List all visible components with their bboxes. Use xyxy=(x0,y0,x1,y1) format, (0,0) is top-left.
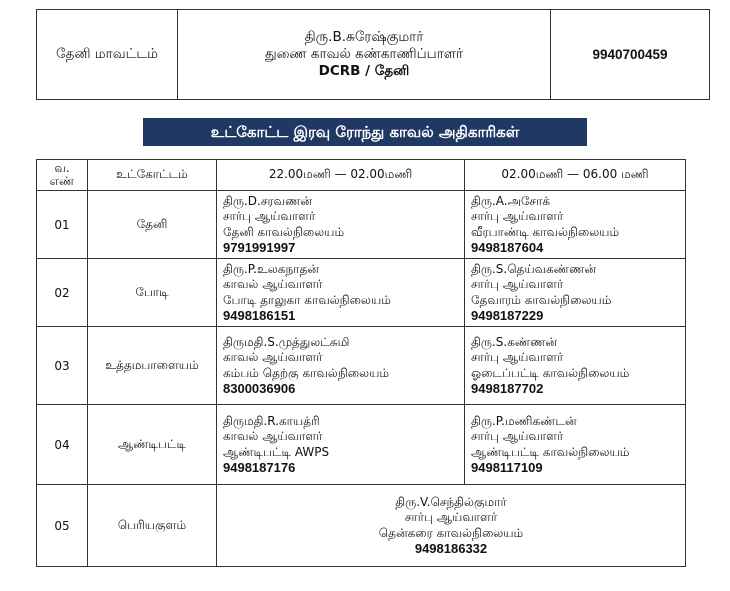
header-subdivision: உட்கோட்டம் xyxy=(88,160,217,191)
table-header-row xyxy=(37,160,686,191)
district-name: தேனி மாவட்டம் xyxy=(37,10,178,100)
officer-phone: 9498117109 xyxy=(471,460,543,475)
table-row xyxy=(37,485,686,567)
officer-rank: சார்பு ஆய்வாளர் xyxy=(471,209,564,223)
officer-phone: 9498186151 xyxy=(223,308,296,323)
officer-station: தேவாரம் காவல்நிலையம் xyxy=(471,292,612,307)
header-shift1: 22.00மணி — 02.00மணி xyxy=(217,160,465,191)
officer-phone: 9498187229 xyxy=(471,308,544,323)
shift2-officer xyxy=(465,327,686,405)
officer-rank: சார்பு ஆய்வாளர் xyxy=(471,277,564,291)
officer-station: தேனி காவல்நிலையம் xyxy=(223,224,345,239)
officer-rank: சார்பு ஆய்வாளர் xyxy=(404,510,498,524)
officer-name: திரு.S.கண்ணன் xyxy=(471,334,558,349)
merged-officer xyxy=(217,485,686,567)
officer-rank: காவல் ஆய்வாளர் xyxy=(223,277,323,291)
row-subdivision: உத்தமபாளையம் xyxy=(88,327,217,405)
patrol-table xyxy=(36,159,686,567)
officer-phone: 9940700459 xyxy=(551,10,710,100)
officer-rank: சார்பு ஆய்வாளர் xyxy=(471,350,564,364)
shift1-officer xyxy=(217,191,465,259)
row-serial: 02 xyxy=(37,259,88,327)
row-subdivision: பெரியகுளம் xyxy=(88,485,217,567)
officer-phone: 9498186332 xyxy=(414,541,488,556)
officer-unit: DCRB / தேனி xyxy=(318,63,410,79)
shift2-officer xyxy=(465,191,686,259)
officer-name: திரு.B.சுரேஷ்குமார் xyxy=(304,29,424,45)
table-row xyxy=(37,327,686,405)
officer-rank: சார்பு ஆய்வாளர் xyxy=(223,209,316,223)
officer-name: திரு.S.தெய்வகண்ணன் xyxy=(471,261,596,276)
officer-phone: 9498187702 xyxy=(471,381,544,396)
officer-rank: துணை காவல் கண்காணிப்பாளர் xyxy=(264,46,464,62)
officer-station: வீரபாண்டி காவல்நிலையம் xyxy=(471,224,620,239)
shift2-officer xyxy=(465,259,686,327)
row-subdivision: தேனி xyxy=(88,191,217,259)
officer-phone: 9498187176 xyxy=(223,460,296,475)
officer-name: திரு.P.மணிகண்டன் xyxy=(471,413,577,428)
officer-phone: 8300036906 xyxy=(223,381,296,396)
officer-station: ஆண்டிபட்டி AWPS xyxy=(223,444,330,459)
officer-rank: சார்பு ஆய்வாளர் xyxy=(471,429,564,443)
officer-station: ஓடைப்பட்டி காவல்நிலையம் xyxy=(471,365,630,380)
shift1-officer xyxy=(217,327,465,405)
row-serial: 03 xyxy=(37,327,88,405)
shift1-officer xyxy=(217,405,465,485)
row-subdivision: போடி xyxy=(88,259,217,327)
row-subdivision: ஆண்டிபட்டி xyxy=(88,405,217,485)
table-row xyxy=(37,259,686,327)
officer-info xyxy=(178,10,551,100)
officer-station: ஆண்டிபட்டி காவல்நிலையம் xyxy=(471,444,630,459)
header-serial-line1: வ. xyxy=(54,161,70,175)
row-serial: 01 xyxy=(37,191,88,259)
header-box xyxy=(36,9,710,100)
officer-name: திரு.D.சரவணன் xyxy=(223,193,313,208)
officer-station: கம்பம் தெற்கு காவல்நிலையம் xyxy=(223,365,390,380)
table-row xyxy=(37,405,686,485)
officer-phone: 9791991997 xyxy=(223,240,296,255)
officer-rank: காவல் ஆய்வாளர் xyxy=(223,429,323,443)
officer-name: திரு.P.உலகநாதன் xyxy=(223,261,319,276)
officer-name: திருமதி.R.காயத்ரி xyxy=(223,413,320,428)
officer-rank: காவல் ஆய்வாளர் xyxy=(223,350,323,364)
officer-name: திரு.V.செந்தில்குமார் xyxy=(395,494,507,509)
row-serial: 04 xyxy=(37,405,88,485)
header-shift2: 02.00மணி — 06.00 மணி xyxy=(465,160,686,191)
officer-station: போடி தாலுகா காவல்நிலையம் xyxy=(223,292,391,307)
shift1-officer xyxy=(217,259,465,327)
header-serial-line2: எண் xyxy=(49,174,75,188)
officer-phone: 9498187604 xyxy=(471,240,544,255)
shift2-officer xyxy=(465,405,686,485)
title-banner: உட்கோட்ட இரவு ரோந்து காவல் அதிகாரிகள் xyxy=(143,118,587,146)
officer-name: திருமதி.S.முத்துலட்சுமி xyxy=(223,334,350,349)
officer-name: திரு.A.அசோக் xyxy=(471,193,551,208)
officer-station: தென்கரை காவல்நிலையம் xyxy=(378,525,524,540)
row-serial: 05 xyxy=(37,485,88,567)
header-serial xyxy=(37,160,88,191)
table-row xyxy=(37,191,686,259)
